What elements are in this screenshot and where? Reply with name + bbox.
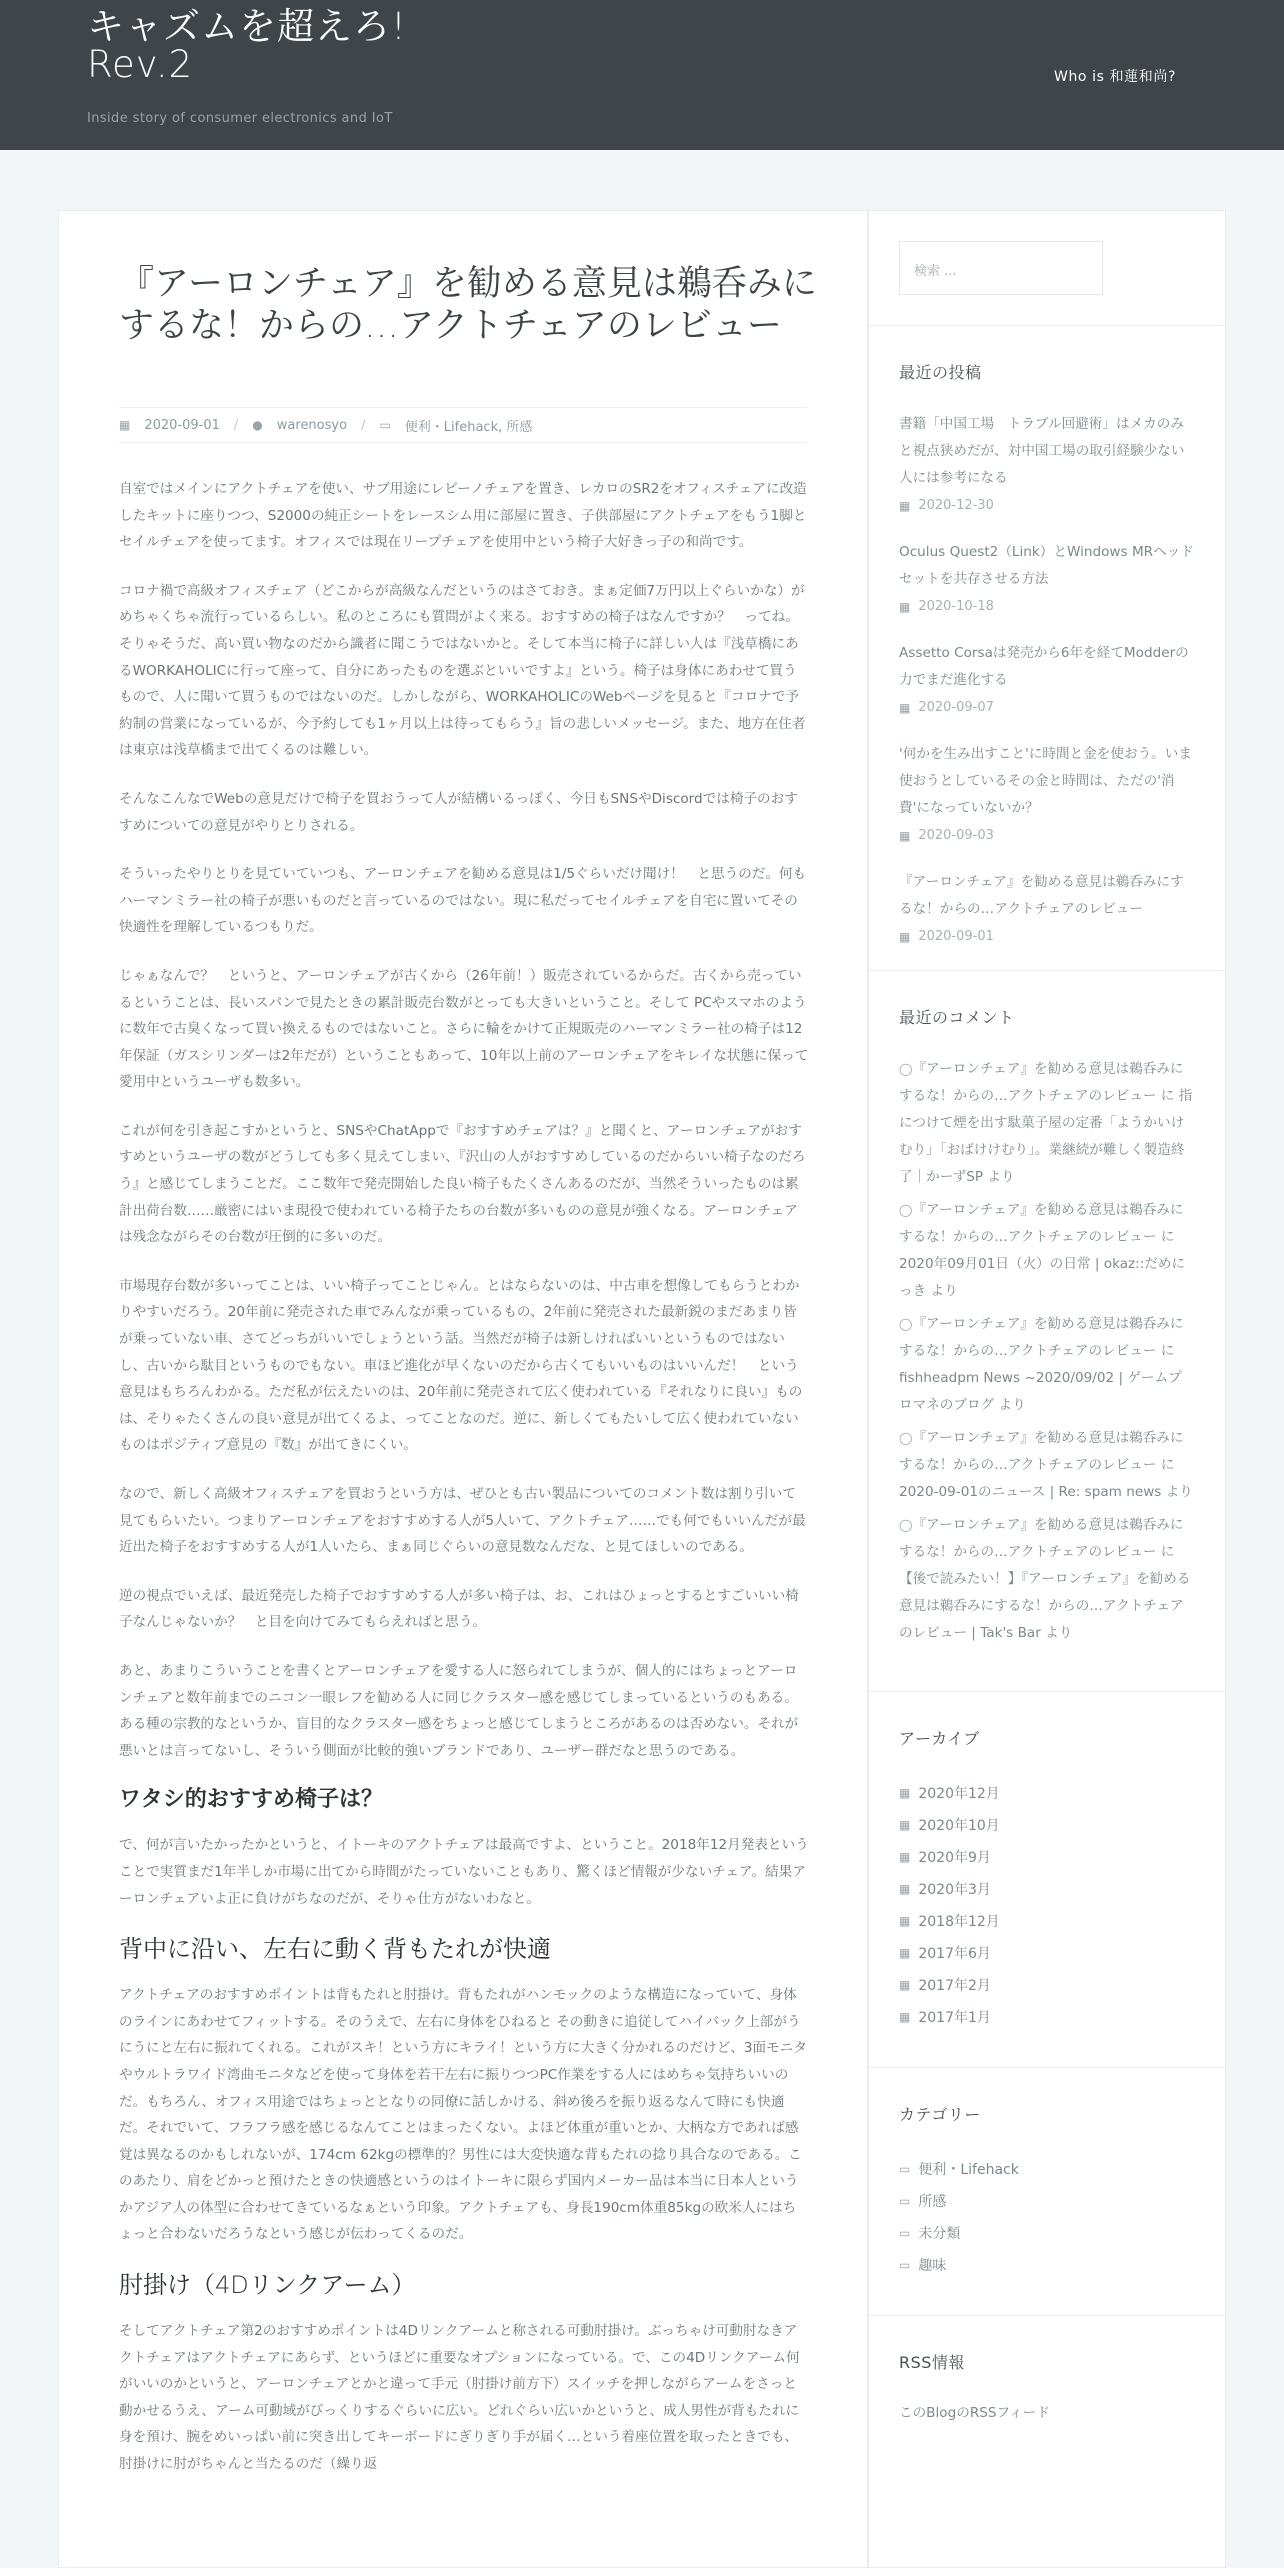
widget-title: 最近の投稿: [899, 363, 982, 382]
post-paragraph: コロナ禍で高級オフィスチェア（どこからが高級なんだというのはさておき。まぁ定価7万円以上ぐらいかな）がめちゃくちゃ流行っているらしい。私のところにも質問がよく来る。おすすめの椅子はなんですか？ ってね。そりゃそうだ、高い買い物なのだから識者に聞こうではないかと。そして本当に椅子に詳しい人は『浅草橋にあるWORKAHOLICに行って座って、自分にあったものを選ぶといいですよ』という。椅子は身体にあわせて買うもので、人に聞いて買うものではないのだ。しかしながら、WORKAHOLICのWebページを見ると『コロナで予約制の営業になっているが、今予約しても1ヶ月以上は待ってもらう』旨の悲しいメッセージ。また、地方在住者は東京は浅草橋まで出てくるのは難しい。: [119, 582, 806, 759]
post-category-link[interactable]: 便利・Lifehack, 所感: [404, 419, 533, 435]
recent-comment-text[interactable]: 『アーロンチェア』を勧める意見は鵜呑みにするな！からの…アクトチェアのレビュー に 2020年09月01日（火）の日常 | okaz::だめにっき より: [899, 1202, 1186, 1299]
search-input[interactable]: 検索 ...: [899, 241, 1103, 295]
category-label[interactable]: 所感: [918, 2194, 947, 2210]
widget-title: RSS情報: [899, 2353, 965, 2372]
category-link[interactable]: [899, 2249, 1195, 2281]
comment-icon: ◯: [899, 1518, 913, 1532]
calendar-icon: ▦: [899, 1914, 911, 1928]
folder-icon: ▭: [379, 418, 391, 432]
recent-post-link[interactable]: Oculus Quest2（Link）とWindows MRヘッドセットを共存させる方法: [899, 544, 1194, 587]
meta-separator: /: [361, 417, 366, 433]
comment-icon: ◯: [899, 1317, 913, 1331]
category-widget: [869, 2068, 1225, 2316]
site-header: [0, 0, 1284, 150]
category-link[interactable]: [899, 2185, 1195, 2217]
widget-title: 最近のコメント: [899, 1008, 1015, 1027]
calendar-icon: ▦: [899, 1818, 911, 1832]
post-paragraph: そんなこんなでWebの意見だけで椅子を買おうって人が結構いるっぽく、今日もSNSやDiscordでは椅子のおすすめについての意見がやりとりされる。: [119, 790, 798, 834]
archive-link[interactable]: [899, 1809, 1195, 1841]
post-title: 『アーロンチェア』を勧める意見は鵜呑みにするな！からの…アクトチェアのレビュー: [119, 264, 817, 346]
post-paragraph: なので、新しく高級オフィスチェアを買おうという方は、ぜひとも古い製品についてのコメント数は割り引いて見てもらいたい。つまりアーロンチェアをおすすめする人が5人いて、アクトチェア……でも何でもいいんだが最近出た椅子をおすすめする人が1人いたら、まぁ同じぐらいの意見数なんだな、と見てほしいのである。: [119, 1486, 806, 1556]
category-label[interactable]: 未分類: [918, 2226, 961, 2242]
rss-widget: [869, 2316, 1225, 2461]
archive-label[interactable]: 2017年6月: [918, 1946, 991, 1962]
recent-comment[interactable]: [899, 1311, 1195, 1419]
rss-feed-link[interactable]: このBlogのRSSフィード: [899, 2405, 1050, 2421]
calendar-icon: ▦: [899, 1882, 911, 1896]
recent-post-date: [899, 700, 1195, 715]
section-heading: 背中に沿い、左右に動く背もたれが快適: [119, 1935, 551, 1964]
archive-label[interactable]: 2018年12月: [918, 1914, 1000, 1930]
recent-comment-text[interactable]: 『アーロンチェア』を勧める意見は鵜呑みにするな！からの…アクトチェアのレビュー に fishheadpm News ~2020/09/02 | ゲームプロマネのブログ より: [899, 1316, 1184, 1413]
category-link[interactable]: [899, 2217, 1195, 2249]
archive-link[interactable]: [899, 1777, 1195, 1809]
recent-comment[interactable]: [899, 1056, 1195, 1191]
recent-post-date-text: 2020-10-18: [918, 599, 994, 614]
comment-icon: ◯: [899, 1062, 913, 1076]
widget-title: カテゴリー: [899, 2105, 981, 2124]
folder-icon: ▭: [899, 2226, 911, 2240]
calendar-icon: ▦: [119, 418, 131, 432]
recent-post-date-text: 2020-09-03: [918, 828, 994, 843]
post-paragraph: じゃぁなんで？ というと、アーロンチェアが古くから（26年前！）販売されているからだ。古くから売っているということは、長いスパンで見たときの累計販売台数がとっても大きいということ。そして PCやスマホのように数年で古臭くなって買い換えるものではないこと。さらに輪をかけて正規販売のハーマンミラー社の椅子は12年保証（ガスシリンダーは2年だが）ということもあって、10年以上前のアーロンチェアをキレイな状態に保って愛用中というユーザも数多い。: [119, 967, 809, 1091]
calendar-icon: ▦: [899, 1946, 911, 1960]
calendar-icon: ▦: [899, 1786, 911, 1800]
site-description: Inside story of consumer electronics and IoT: [87, 111, 393, 126]
recent-post-link[interactable]: Assetto Corsaは発売から6年を経てModderの力でまだ進化する: [899, 645, 1189, 688]
post-paragraph: 逆の視点でいえば、最近発売した椅子でおすすめする人が多い椅子は、お、これはひょっとするとすごいいい椅子なんじゃないか？ と目を向けてみてもらえればと思う。: [119, 1587, 799, 1631]
archive-label[interactable]: 2017年2月: [918, 1978, 991, 1994]
calendar-icon: ▦: [899, 929, 911, 944]
archive-label[interactable]: 2020年9月: [918, 1850, 991, 1866]
search-widget: [869, 241, 1225, 326]
archive-label[interactable]: 2020年3月: [918, 1882, 991, 1898]
site-title-line2[interactable]: Rev.2: [87, 43, 194, 86]
archive-label[interactable]: 2020年10月: [918, 1818, 1000, 1834]
folder-icon: ▭: [899, 2194, 911, 2208]
section-heading: ワタシ的おすすめ椅子は？: [119, 1787, 384, 1813]
calendar-icon: ▦: [899, 1850, 911, 1864]
post-date-link[interactable]: 2020-09-01: [144, 417, 220, 433]
archive-label[interactable]: 2020年12月: [918, 1786, 1000, 1802]
post-paragraph: 自室ではメインにアクトチェアを使い、サブ用途にレビーノチェアを置き、レカロのSR2をオフィスチェアに改造したキットに座りつつ、S2000の純正シートをレースシム用に部屋に置き、子供部屋にアクトチェアをもう1脚とセイルチェアを使ってます。オフィスでは現在リープチェアを使用中という椅子大好きっ子の和尚です。: [119, 481, 807, 551]
calendar-icon: ▦: [899, 498, 911, 513]
recent-post-date: [899, 599, 1195, 614]
calendar-icon: ▦: [899, 700, 911, 715]
archive-link[interactable]: [899, 1905, 1195, 1937]
category-link[interactable]: [899, 2153, 1195, 2185]
archive-link[interactable]: [899, 1937, 1195, 1969]
post-paragraph: 市場現存台数が多いってことは、いい椅子ってことじゃん。とはならないのは、中古車を想像してもらうとわかりやすいだろう。20年前に発売された車でみんなが乗っているもの、2年前に発売された最新鋭のまだあまり皆が乗っていない車、さてどっちがいいでしょうという話。当然だが椅子は新しければいいというものではないし、古いから駄目というものでもない。車ほど進化が早くないのだから古くてもいいものはいいんだ！ という意見はもちろんわかる。ただ私が伝えたいのは、20年前に発売されて広く使われている『それなりに良い』ものは、そりゃたくさんの良い意見が出てくるよ、ってことなのだ。逆に、新しくてもたいして広く使われていないものはポジティブ意見の『数』が出てきにくい。: [119, 1277, 803, 1454]
archive-widget: [869, 1692, 1225, 2068]
calendar-icon: ▦: [899, 2010, 911, 2024]
meta-separator: /: [233, 417, 239, 433]
post-body: [119, 476, 809, 2500]
recent-posts-widget: [869, 326, 1225, 971]
sidebar: [868, 210, 1226, 2568]
comment-icon: ◯: [899, 1203, 913, 1217]
recent-post-date: [899, 498, 1195, 513]
recent-post-date: [899, 929, 1195, 944]
recent-comment-text[interactable]: 『アーロンチェア』を勧める意見は鵜呑みにするな！からの…アクトチェアのレビュー に 【後で読みたい！】『アーロンチェア』を勧める意見は鵜呑みにするな！からの…アクトチェアのレビュー | Tak's Bar より: [899, 1517, 1191, 1641]
site-title-line1[interactable]: キャズムを超えろ!: [87, 5, 407, 48]
post-paragraph: アクトチェアのおすすめポイントは背もたれと肘掛け。背もたれがハンモックのような構造になっていて、身体のラインにあわせてフィットする。そのうえで、左右に身体をひねると その動きに追従してハイバック上部がうにうにと左右に振れてくれる。これがスキ！という方にキライ！という方に大きく分かれるのだけど、3面モニタやウルトラワイド湾曲モニタなどを使って身体を若干左右に振りつつPC作業をする人にはめちゃ気持ちいいのだ。もちろん、オフィス用途ではちょっととなりの同僚に話しかける、斜め後ろを振り返るなんて時にも快適だ。それでいて、フラフラ感を感じるなんてことはまったくない。よほど体重が重いとか、大柄な方であれば感覚は異なるのかもしれないが、174cm 62kgの標準的？男性には大変快適な背もたれの捻り具合なのである。このあたり、肩をどかっと預けたときの快適感というのはイトーキに限らず国内メーカー品は本当に日本人というかアジア人の体型に合わせてきているなぁという印象。アクトチェアも、身長190cm体重85kgの欧米人にはちょっと合わないだろうなという感じが伝わってくるのだ。: [119, 1987, 807, 2243]
site-title[interactable]: [87, 5, 407, 86]
category-label[interactable]: 趣味: [918, 2258, 947, 2274]
recent-post-link[interactable]: 『アーロンチェア』を勧める意見は鵜呑みにするな！からの…アクトチェアのレビュー: [899, 874, 1184, 917]
archive-link[interactable]: [899, 2001, 1195, 2033]
recent-comment[interactable]: [899, 1197, 1195, 1305]
recent-post-link[interactable]: '何かを生み出すこと'に時間と金を使おう。いま使おうとしているその金と時間は、ただの'消費'になっていないか？: [899, 746, 1192, 816]
post-paragraph: あと、あまりこういうことを書くとアーロンチェアを愛する人に怒られてしまうが、個人的にはちょっとアーロンチェアと数年前までのニコン一眼レフを勧める人に同じクラスター感を感じてしまっているというのもある。ある種の宗教的なというか、盲目的なクラスター感をちょっと感じてしまうところがあるのは否めない。それが悪いとは言ってないし、そういう側面が比較的強いブランドであり、ユーザー群だなと思うのである。: [119, 1662, 799, 1759]
post-paragraph: そしてアクトチェア第2のおすすめポイントは4Dリンクアームと称される可動肘掛け。ぶっちゃけ可動肘なきアクトチェアはアクトチェアにあらず、というほどに重要なオプションになっている。で、この4Dリンクアーム何がいいのかというと、アーロンチェアとかと違って手元（肘掛け前方下）スイッチを押しながらアームをさっと動かせるうえ、アーム可動域がびっくりするぐらいに広い。どれぐらい広いかというと、成人男性が背もたれに身を預け、腕をめいっぱい前に突き出してキーボードにぎりぎり手が届く…という着座位置を取ったときでも、肘掛けに肘がちゃんと当たるのだ（繰り返: [119, 2323, 800, 2473]
recent-post-date: [899, 828, 1195, 843]
recent-post-link[interactable]: 書籍「中国工場 トラブル回避術」はメカのみと視点狭めだが、対中国工場の取引経験少ない人には参考になる: [899, 416, 1185, 486]
calendar-icon: ▦: [899, 828, 911, 843]
recent-comment[interactable]: [899, 1425, 1195, 1506]
archive-link[interactable]: [899, 1969, 1195, 2001]
post-meta: [119, 407, 807, 443]
recent-post-date-text: 2020-12-30: [918, 498, 994, 513]
category-label[interactable]: 便利・Lifehack: [918, 2162, 1019, 2178]
comment-icon: ◯: [899, 1431, 913, 1445]
archive-link[interactable]: [899, 1873, 1195, 1905]
recent-comments-widget: [869, 971, 1225, 1692]
recent-comment[interactable]: [899, 1512, 1195, 1647]
nav-about-link[interactable]: Who is 和蓮和尚?: [1054, 69, 1176, 85]
recent-comment-text[interactable]: 『アーロンチェア』を勧める意見は鵜呑みにするな！からの…アクトチェアのレビュー に 指につけて煙を出す駄菓子屋の定番「ようかいけむり」「おばけけむり」。業継続が難しく製造終了｜かーずSP より: [899, 1061, 1193, 1185]
main-content: [58, 210, 868, 2568]
post-paragraph: これが何を引き起こすかというと、SNSやChatAppで『おすすめチェアは？』と聞くと、アーロンチェアがおすすめというユーザの数がどうしても多く見えてしまい、『沢山の人がおすすめしているのだからいい椅子なのだろう』と感じてしまうことだ。ここ数年で発売開始した良い椅子もたくさんあるのだが、当然そういったものは累計出荷台数……厳密にはいま現役で使われている椅子たちの台数が多いものの意見が強くなる。アーロンチェアは残念ながらその台数が圧倒的に多いのだ。: [119, 1122, 806, 1246]
post-paragraph: そういったやりとりを見ていていつも、アーロンチェアを勧める意見は1/5ぐらいだけ聞け！ と思うのだ。何もハーマンミラー社の椅子が悪いものだと言っているのではない。現に私だってセイルチェアを自宅に置いてその快適性を理解しているつもりだ。: [119, 866, 807, 936]
post-paragraph: で、何が言いたかったかというと、イトーキのアクトチェアは最高ですよ、ということ。2018年12月発表ということで実質まだ1年半しか市場に出てから時間がたっていないこともあり、驚くほど情報が少ないチェア。結果アーロンチェアいよ正に負けがちなのだが、そりゃ仕方がないわなと。: [119, 1837, 809, 1907]
folder-icon: ▭: [899, 2258, 911, 2272]
recent-post-date-text: 2020-09-07: [918, 700, 994, 715]
post-author-link[interactable]: warenosyo: [276, 417, 348, 433]
user-icon: ●: [252, 418, 263, 432]
widget-title: アーカイブ: [899, 1729, 980, 1748]
section-heading: 肘掛け（4Dリンクアーム）: [119, 2271, 416, 2300]
archive-label[interactable]: 2017年1月: [918, 2010, 991, 2026]
calendar-icon: ▦: [899, 599, 911, 614]
archive-link[interactable]: [899, 1841, 1195, 1873]
recent-comment-text[interactable]: 『アーロンチェア』を勧める意見は鵜呑みにするな！からの…アクトチェアのレビュー に 2020-09-01のニュース | Re: spam news より: [899, 1430, 1193, 1500]
recent-post-date-text: 2020-09-01: [918, 929, 994, 944]
calendar-icon: ▦: [899, 1978, 911, 1992]
folder-icon: ▭: [899, 2162, 911, 2176]
